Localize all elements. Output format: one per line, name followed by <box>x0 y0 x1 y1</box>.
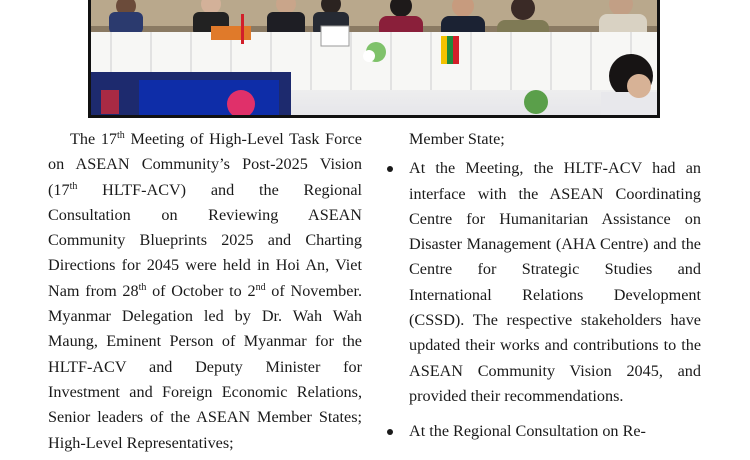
intro-paragraph: The 17th Meeting of High-Level Task Force on ASEAN Community’s Post-2025 Vision (17th HLTF-ACV) and the Regional Consultation on Reviewing ASEAN Community Blueprints 2025 and Charting Directions for 2045 were held in Hoi An, Viet Nam from 28th of October to 2nd of November. Myanmar Delegation led by Dr. Wah Wah Maung, Eminent Person of Myanmar for the HLTF-ACV and Deputy Minister for Investment and Foreign Economic Relations, Senior leaders of the ASEAN Member States; High-Level Representatives; <box>48 130 362 452</box>
bullet-item: At the Meeting, the HLTF-ACV had an interface with the ASEAN Coordinating Centre for Humanitarian Assistance on Disaster Management (AHA Centre) and the Centre for Strategic Studies and International Relations Development (CSSD). The respective stakeholders have updated their works and contributions to the ASEAN Community Vision 2045, and provided their recommendations. <box>409 156 701 409</box>
left-column <box>48 127 362 456</box>
bullet-item: At the Regional Consultation on Re- <box>409 419 701 444</box>
continuation-text: Member State; <box>409 130 505 148</box>
meeting-photo <box>88 0 660 118</box>
meeting-photo-illustration <box>91 0 660 118</box>
right-column <box>409 127 701 445</box>
